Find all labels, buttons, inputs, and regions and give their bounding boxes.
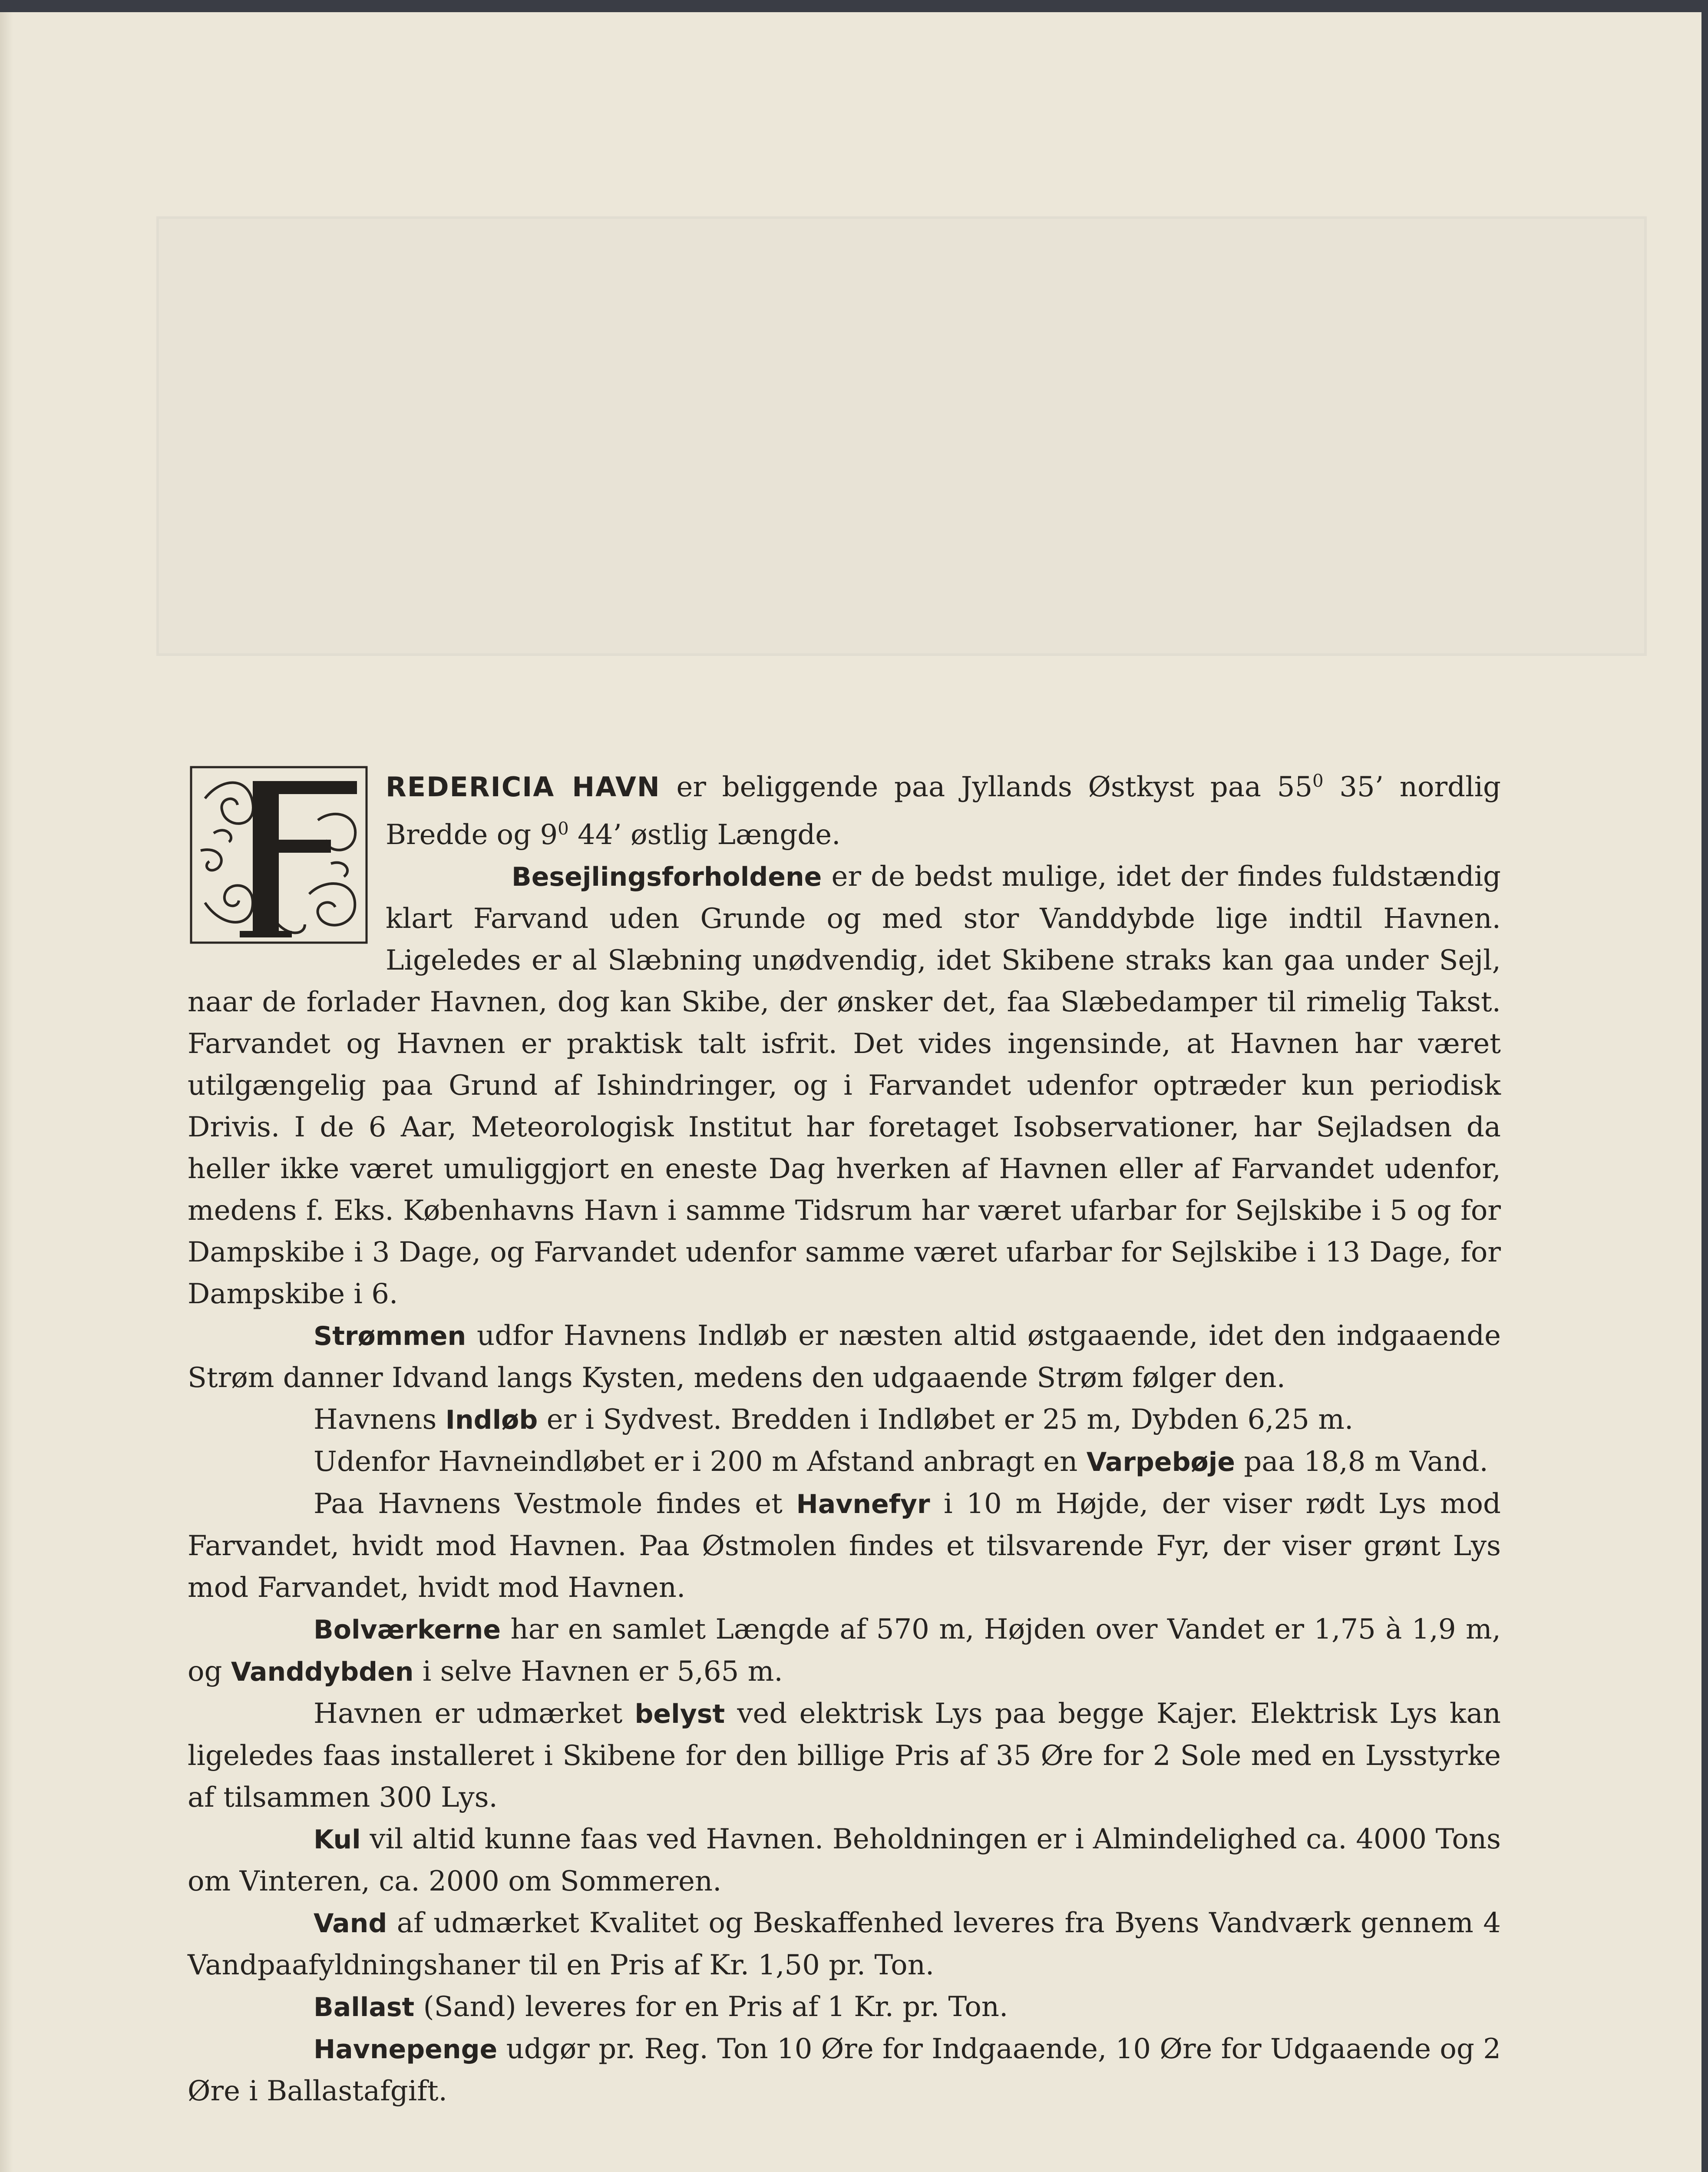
paragraph-havnefyr: Paa Havnens Vestmole findes et Havnefyr i 10 m Højde, der viser rødt Lys mod Farvandet, hvidt mod Havnen. Paa Østmolen findes et tilsvarende Fyr, der viser grønt Lys mod Farvandet, hvidt mod Havnen. xyxy=(188,1488,1501,1604)
paragraph-besejling: Besejlingsforholdene er de bedst mulige, idet der findes fuldstændig klart Farvand uden Grunde og med stor Vanddybde lige indtil Havnen. Ligeledes er al Slæbning unødvendig, idet Skibene straks kan gaa under Sejl, naar de forlader Havnen, dog kan Skibe, der ønsker det, faa Slæbedamper til rimelig Takst. Farvandet og Havnen er praktisk talt isfrit. Det vides ingensinde, at Havnen har været utilgængelig paa Grund af Ishindringer, og i Farvandet udenfor optræder kun periodisk Drivis. I de 6 Aar, Meteorologisk Institut har foretaget Isobservationer, har Sejladsen da heller ikke været umuliggjort en eneste Dag hverken af Havnen eller af Farvandet udenfor, medens f. Eks. Københavns Havn i samme Tidsrum har været ufarbar for Sejlskibe i 5 og for Dampskibe i 3 Dage, og Farvandet udenfor samme været ufarbar for Sejlskibe i 13 Dage, for Dampskibe i 6. xyxy=(188,861,1501,1310)
paragraph-kul: Kul vil altid kunne faas ved Havnen. Beholdningen er i Almindelighed ca. 4000 Tons om Vinteren, ca. 2000 om Sommeren. xyxy=(188,1823,1501,1897)
paragraph-belyst: Havnen er udmærket belyst ved elektrisk Lys paa begge Kajer. Elektrisk Lys kan ligeledes faas installeret i Skibene for den billige Pris af 35 Øre for 2 Sole med en Lysstyrke af tilsammen 300 Lys. xyxy=(188,1698,1501,1814)
paragraph-ballast: Ballast (Sand) leveres for en Pris af 1 Kr. pr. Ton. xyxy=(314,1991,1008,2023)
paragraph-bolvaerkerne: Bolværkerne har en samlet Længde af 570 m, Højden over Vandet er 1,75 à 1,9 m, og Vanddybden i selve Havnen er 5,65 m. xyxy=(188,1613,1501,1688)
article-body xyxy=(188,760,1501,2112)
page-edge xyxy=(0,12,13,2172)
paragraph-indloeb: Havnens Indløb er i Sydvest. Bredden i Indløbet er 25 m, Dybden 6,25 m. xyxy=(314,1404,1354,1436)
paragraph-vand: Vand af udmærket Kvalitet og Beskaffenhed leveres fra Byens Vandværk gennem 4 Vandpaafyldningshaner til en Pris af Kr. 1,50 pr. Ton. xyxy=(188,1907,1501,1981)
ornament-initial-icon xyxy=(188,764,370,946)
decorated-initial-f xyxy=(188,764,370,946)
paragraph-varpeboeje: Udenfor Havneindløbet er i 200 m Afstand anbragt en Varpebøje paa 18,8 m Vand. xyxy=(314,1446,1488,1478)
lead-word: REDERICIA HAVN xyxy=(386,771,661,803)
show-through-text xyxy=(156,216,1647,656)
paragraph-stroemmen: Strømmen udfor Havnens Indløb er næsten altid østgaaende, idet den indgaaende Strøm danner Idvand langs Kysten, medens den udgaaende Strøm følger den. xyxy=(188,1320,1501,1394)
document-page xyxy=(0,12,1701,2172)
paragraph-intro: REDERICIA HAVN er beliggende paa Jyllands Østkyst paa $55^0$ 35’ nordlig Bredde og $9^0$ 44’ østlig Længde. xyxy=(386,771,1501,851)
paragraph-havnepenge: Havnepenge udgør pr. Reg. Ton 10 Øre for Indgaaende, 10 Øre for Udgaaende og 2 Øre i Ballastafgift. xyxy=(188,2033,1501,2107)
